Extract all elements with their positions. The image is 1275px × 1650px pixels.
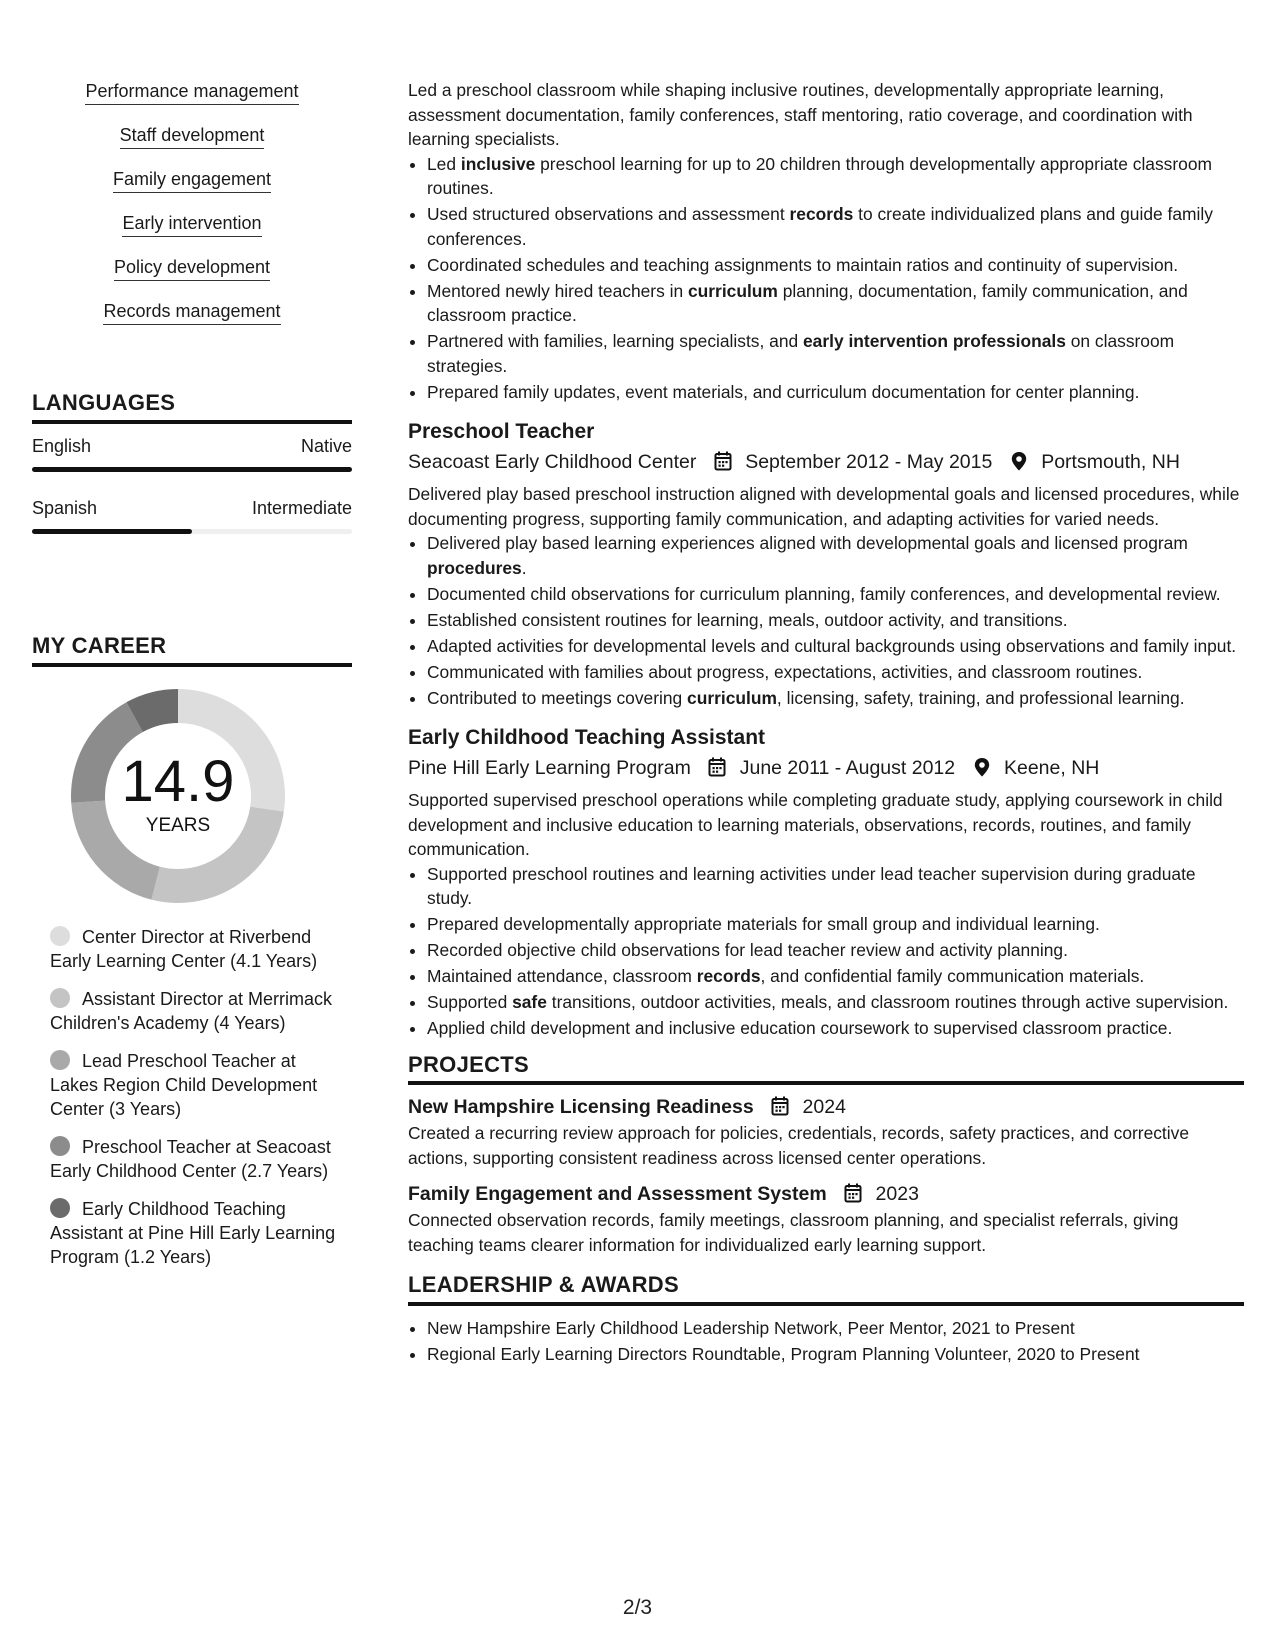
job-bullet (427, 329, 1244, 378)
bullet-text: planning, documentation, family communication, and classroom practice. (427, 280, 1188, 325)
project-entry (408, 1093, 1244, 1170)
job-bullets (408, 531, 1244, 710)
bold-keyword: early intervention professionals (803, 331, 1066, 351)
left-column (32, 80, 352, 1267)
skill-tag: Policy development (114, 256, 270, 281)
projects-heading: PROJECTS (408, 1053, 1244, 1086)
job-meta (408, 448, 1244, 476)
calendar-icon (844, 1183, 862, 1203)
legend-item (50, 925, 340, 973)
project-description: Connected observation records, family meetings, classroom planning, and specialist referrals, giving teaching teams clearer information for individualized early learning support. (408, 1210, 1179, 1255)
job-bullet (427, 582, 1244, 607)
legend-dot (50, 988, 70, 1008)
skill-tag: Family engagement (113, 168, 271, 193)
job-dates: September 2012 - May 2015 (745, 451, 993, 473)
right-column (408, 78, 1244, 1368)
legend-item (50, 987, 340, 1035)
bold-keyword: records (789, 204, 854, 224)
job-location: Keene, NH (1003, 757, 1100, 779)
bold-keyword: curriculum (687, 687, 777, 708)
bullet-text: Supported preschool routines and learning activities under lead teacher supervision during graduate study. (427, 863, 1196, 908)
calendar-icon (771, 1096, 789, 1116)
language-bar-fill (32, 529, 192, 534)
job-bullets (408, 152, 1244, 405)
bullet-text: Maintained attendance, classroom (427, 966, 697, 986)
legend-item (50, 1049, 340, 1121)
job-bullet (427, 531, 1244, 580)
job-bullet (427, 686, 1244, 711)
legend-label: Lead Preschool Teacher at Lakes Region Child Development Center (3 Years) (50, 1051, 318, 1119)
job-summary: Supported supervised preschool operations while completing graduate study, applying coursework in child development and inclusive education to learning materials, observations, records, routines, and family communication. (408, 790, 1223, 859)
bullet-text: Coordinated schedules and teaching assignments to maintain ratios and continuity of supervision. (427, 254, 1179, 275)
location-pin-icon (1010, 451, 1028, 471)
project-description: Created a recurring review approach for policies, credentials, records, safety practices, and corrective actions, supporting consistent readiness across licensed center operations. (408, 1123, 1189, 1168)
bold-keyword: records (696, 966, 761, 986)
bold-keyword: safe (512, 992, 547, 1012)
career-legend (50, 925, 340, 1283)
legend-label: Assistant Director at Merrimack Children's Academy (4 Years) (50, 989, 333, 1033)
bullet-text: Recorded objective child observations for lead teacher review and activity planning. (427, 940, 1068, 960)
bullet-text: Documented child observations for curriculum planning, family conferences, and developmental review. (427, 583, 1221, 604)
legend-label: Center Director at Riverbend Early Learning Center (4.1 Years) (50, 927, 318, 971)
job-bullet (427, 938, 1244, 963)
bullet-text: Communicated with families about progress, expectations, activities, and classroom routines. (427, 661, 1143, 682)
bullet-text: preschool learning for up to 20 children through developmentally appropriate classroom routines. (427, 153, 1212, 198)
page-number: 2/3 (622, 1596, 653, 1619)
language-item (32, 436, 352, 486)
bullet-text: , licensing, safety, training, and professional learning. (776, 687, 1185, 708)
project-entry (408, 1180, 1244, 1257)
project-year: 2023 (875, 1183, 919, 1205)
legend-dot (50, 1198, 70, 1218)
job-meta (408, 754, 1244, 782)
job-bullet (427, 964, 1244, 989)
job-summary: Led a preschool classroom while shaping inclusive routines, developmentally appropriate learning, assessment documentation, family conferences, staff mentoring, ratio coverage, and coordination with learning specialists. (408, 80, 1193, 149)
job-entry (408, 724, 1244, 1041)
bullet-text: Delivered play based learning experiences aligned with developmental goals and licensed program (427, 533, 1188, 553)
job-bullet (427, 202, 1244, 251)
bullet-text: Partnered with families, learning specialists, and (427, 331, 804, 351)
language-level: Native (300, 436, 352, 456)
bullet-text: Prepared developmentally appropriate materials for small group and individual learning. (427, 914, 1100, 934)
job-bullets (408, 862, 1244, 1041)
bullet-text: to create individualized plans and guide family conferences. (427, 204, 1213, 249)
leadership-list (408, 1316, 1244, 1367)
language-item (32, 498, 352, 548)
job-location: Portsmouth, NH (1041, 451, 1180, 473)
bold-keyword: curriculum (688, 280, 778, 301)
legend-dot (50, 1136, 70, 1156)
skill-tag: Early intervention (122, 212, 261, 237)
career-donut-chart (65, 683, 291, 909)
bullet-text: Supported (427, 992, 513, 1012)
bullet-text: on classroom strategies. (427, 331, 1175, 376)
project-title-row (408, 1180, 1244, 1208)
job-summary: Delivered play based preschool instruction aligned with developmental goals and licensed procedures, while documenting progress, supporting family communication, and adapting activities for varied needs. (408, 484, 1240, 529)
job-company: Pine Hill Early Learning Program (408, 757, 691, 779)
career-total-unit: YEARS (145, 815, 211, 836)
bullet-text: transitions, outdoor activities, meals, and classroom routines through active supervision. (546, 992, 1229, 1012)
job-title: Early Childhood Teaching Assistant (408, 726, 766, 749)
bullet-text: Mentored newly hired teachers in (427, 280, 688, 301)
job-bullet (427, 912, 1244, 937)
job-bullet (427, 634, 1244, 659)
skill-tag: Performance management (85, 80, 298, 105)
job-entry (408, 78, 1244, 404)
calendar-icon (708, 757, 726, 777)
bold-keyword: procedures (427, 557, 522, 578)
skill-tag: Staff development (120, 124, 265, 149)
project-title: Family Engagement and Assessment System (408, 1183, 827, 1205)
language-name: English (32, 436, 92, 456)
legend-label: Preschool Teacher at Seacoast Early Childhood Center (2.7 Years) (50, 1137, 331, 1181)
job-bullet (427, 862, 1244, 911)
bullet-text: Used structured observations and assessment (427, 204, 790, 224)
job-bullet (427, 660, 1244, 685)
job-bullet (427, 279, 1244, 328)
legend-label: Early Childhood Teaching Assistant at Pine Hill Early Learning Program (1.2 Years) (50, 1199, 336, 1267)
bullet-text: Contributed to meetings covering (427, 687, 688, 708)
career-total-years: 14.9 (121, 749, 235, 814)
legend-dot (50, 926, 70, 946)
job-bullet (427, 990, 1244, 1015)
job-title: Preschool Teacher (408, 420, 595, 443)
project-year: 2024 (802, 1096, 846, 1118)
language-bar (32, 467, 352, 472)
leadership-item: • New Hampshire Early Childhood Leadership Network, Peer Mentor, 2021 to Present (427, 1316, 1244, 1341)
legend-item (50, 1197, 340, 1269)
bullet-text: Led (427, 153, 461, 174)
skills-list (32, 80, 352, 344)
project-title: New Hampshire Licensing Readiness (408, 1096, 754, 1118)
bullet-text: Applied child development and inclusive education coursework to supervised classroom practice. (427, 1018, 1173, 1038)
job-company: Seacoast Early Childhood Center (408, 451, 697, 473)
legend-item (50, 1135, 340, 1183)
career-heading: MY CAREER (32, 633, 352, 667)
calendar-icon (714, 451, 732, 471)
bold-keyword: inclusive (460, 153, 536, 174)
job-bullet (427, 152, 1244, 201)
language-level: Intermediate (251, 498, 352, 518)
skill-tag: Records management (103, 300, 280, 325)
bullet-text: Established consistent routines for learning, meals, outdoor activity, and transitions. (427, 609, 1068, 630)
language-bar-fill (32, 467, 352, 472)
legend-dot (50, 1050, 70, 1070)
bullet-text: , and confidential family communication materials. (760, 966, 1145, 986)
languages-section (32, 390, 352, 548)
job-bullet (427, 253, 1244, 278)
bullet-text: . (521, 557, 527, 578)
leadership-item: • Regional Early Learning Directors Roundtable, Program Planning Volunteer, 2020 to Present (427, 1342, 1244, 1367)
career-section (32, 633, 352, 1267)
leadership-heading: LEADERSHIP & AWARDS (408, 1273, 1244, 1306)
job-bullet (427, 380, 1244, 405)
language-bar (32, 529, 352, 534)
bullet-text: Prepared family updates, event materials, and curriculum documentation for center planning. (427, 381, 1140, 402)
job-bullet (427, 608, 1244, 633)
bullet-text: Adapted activities for developmental levels and cultural backgrounds using observations and family input. (427, 635, 1237, 656)
project-title-row (408, 1093, 1244, 1121)
job-dates: June 2011 - August 2012 (739, 757, 956, 779)
job-entry (408, 418, 1244, 710)
languages-heading: LANGUAGES (32, 390, 352, 424)
job-bullet (427, 1016, 1244, 1041)
location-pin-icon (973, 757, 991, 777)
language-name: Spanish (32, 498, 98, 518)
